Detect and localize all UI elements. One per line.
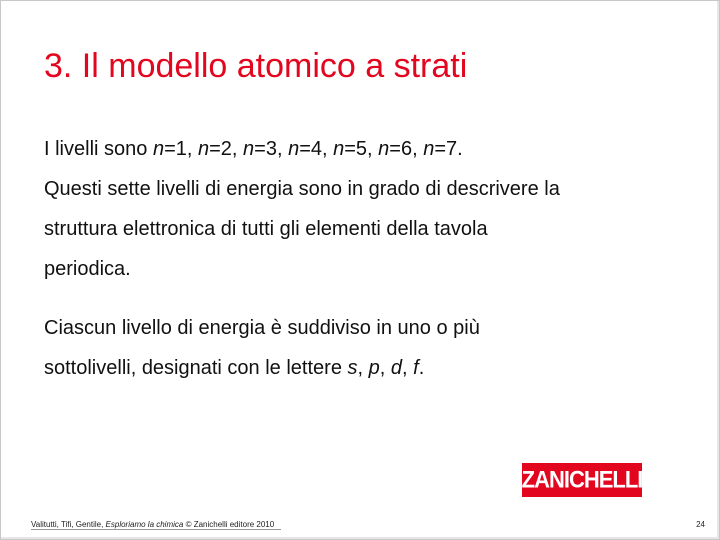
- body-line: struttura elettronica di tutti gli elementi della tavola: [44, 218, 488, 240]
- level-value: =5,: [344, 138, 379, 160]
- level-value: =6,: [389, 138, 424, 160]
- level-value: =2,: [209, 138, 244, 160]
- level-var: n: [288, 138, 300, 160]
- sublevels-suffix: .: [418, 357, 425, 379]
- level-value: =1,: [164, 138, 198, 160]
- level-var: n: [197, 138, 210, 160]
- paragraph-sublevels: [44, 308, 694, 388]
- footer-authors: Valitutti, Tifi, Gentile,: [31, 520, 106, 529]
- level-var: n: [378, 138, 390, 160]
- level-value: =7.: [434, 138, 463, 160]
- footer-divider: [31, 529, 281, 530]
- sublevels-prefix: sottolivelli, designati con le lettere: [44, 357, 348, 379]
- paragraph-energy-levels: [44, 129, 694, 289]
- slide-title: 3. Il modello atomico a strati: [44, 47, 468, 85]
- level-var: n: [152, 138, 165, 160]
- logo-text: ZANICHELLI: [521, 465, 643, 494]
- sublevel-letter: p: [368, 357, 380, 379]
- separator: ,: [402, 357, 414, 379]
- level-var: n: [333, 138, 345, 160]
- separator: ,: [379, 357, 391, 379]
- level-value: =4,: [299, 138, 334, 160]
- level-value: =3,: [254, 138, 289, 160]
- sublevel-letter: s: [347, 357, 358, 379]
- footer-publisher: © Zanichelli editore 2010: [183, 520, 275, 529]
- body-line: Questi sette livelli di energia sono in grado di descrivere la: [44, 178, 560, 200]
- levels-intro: I livelli sono: [44, 138, 153, 160]
- body-line: periodica.: [44, 258, 131, 280]
- sublevel-letter: f: [413, 357, 419, 379]
- footer-credit: [31, 520, 274, 529]
- level-var: n: [423, 138, 435, 160]
- sublevels-line: [44, 348, 694, 388]
- page-number: 24: [696, 520, 705, 529]
- publisher-logo: [522, 463, 642, 497]
- sublevel-letter: d: [390, 357, 402, 379]
- body-line: Ciascun livello di energia è suddiviso in uno o più: [44, 317, 480, 339]
- levels-line: [44, 129, 694, 169]
- separator: ,: [357, 357, 369, 379]
- footer-book-title: Esploriamo la chimica: [105, 520, 184, 529]
- level-var: n: [243, 138, 255, 160]
